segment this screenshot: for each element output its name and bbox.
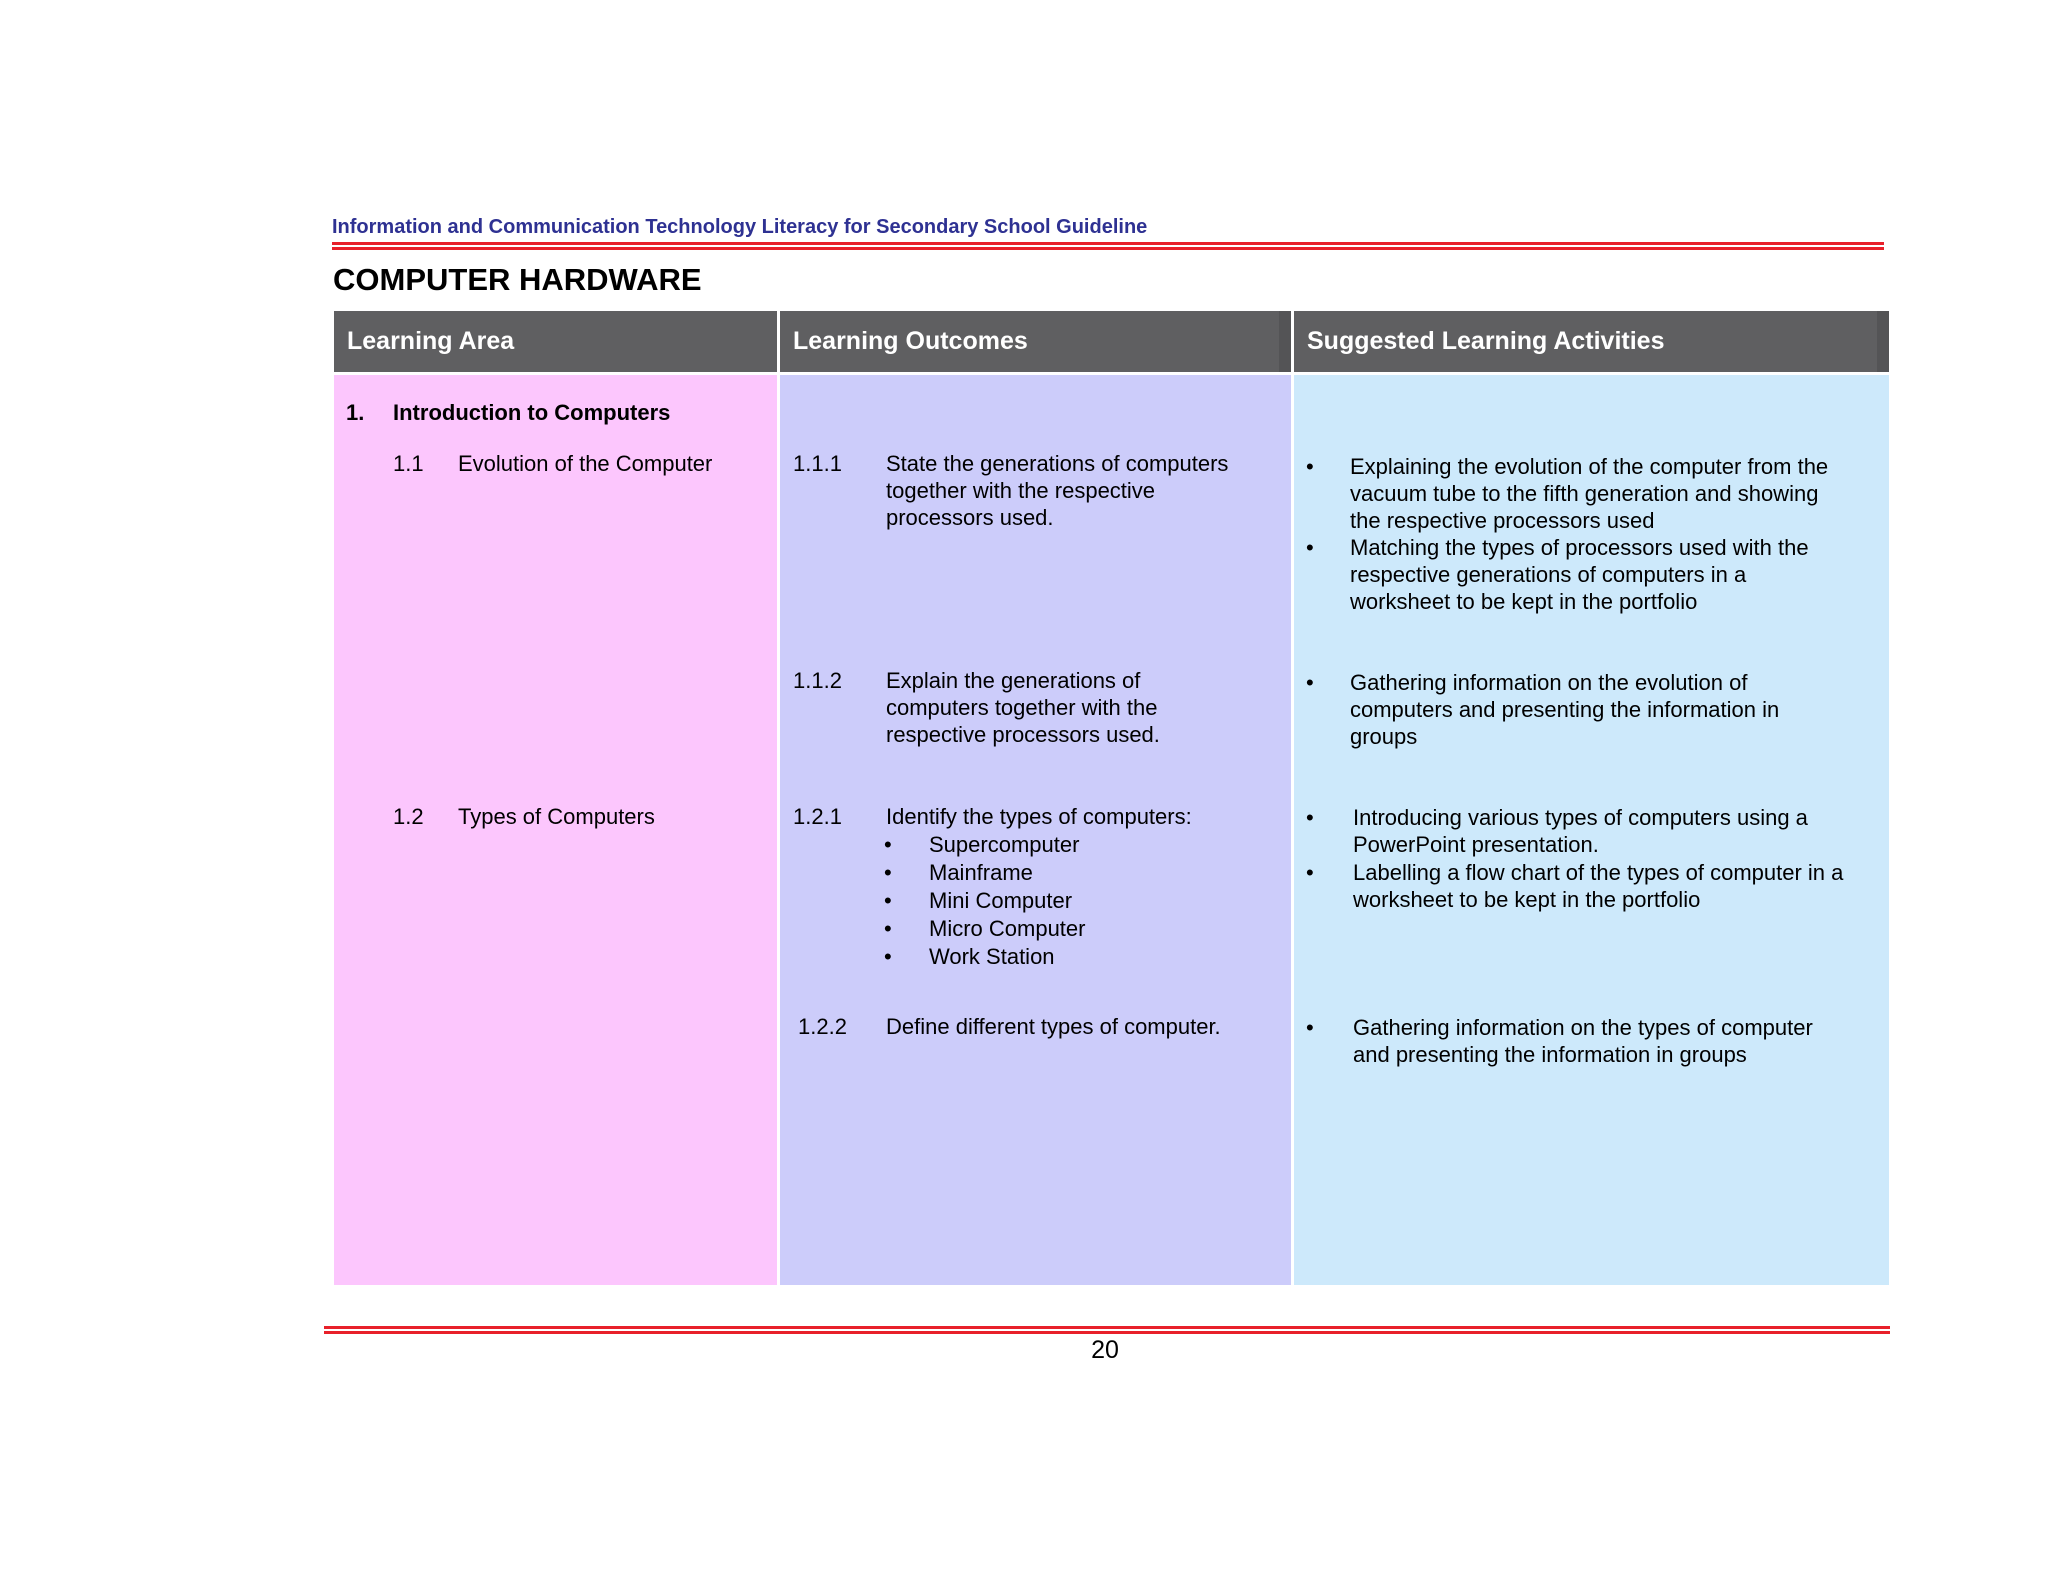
subtopic-label: Evolution of the Computer	[458, 451, 713, 476]
activity-item	[1350, 534, 1809, 615]
footer-rule-top	[324, 1326, 1890, 1329]
activity-item	[1353, 1014, 1813, 1068]
bullet-icon	[1306, 859, 1314, 886]
bullet-icon	[884, 831, 892, 859]
header-rule-bottom	[332, 247, 1884, 250]
header-learning-outcomes: Learning Outcomes	[780, 311, 1291, 372]
activity-line: and presenting the information in groups	[1353, 1042, 1747, 1067]
subtopic-number: 1.1	[393, 451, 424, 476]
header-rule-top	[332, 242, 1884, 245]
outcome-line: Explain the generations of	[886, 668, 1141, 693]
activity-line: the respective processors used	[1350, 508, 1655, 533]
bullet-icon	[884, 887, 892, 915]
subtopic-number: 1.2	[393, 804, 424, 829]
activity-line: Explaining the evolution of the computer from the	[1350, 454, 1829, 479]
activity-line: vacuum tube to the fifth generation and showing	[1350, 481, 1819, 506]
activity-item	[1353, 859, 1843, 913]
outcome-number: 1.1.1	[793, 451, 842, 476]
subtopic-label: Types of Computers	[458, 804, 655, 829]
outcome-number: 1.2.1	[793, 804, 842, 829]
header-learning-area: Learning Area	[334, 311, 777, 372]
outcome-text: Define different types of computer.	[886, 1014, 1221, 1039]
activity-item	[1350, 453, 1828, 534]
section-title: COMPUTER HARDWARE	[333, 262, 702, 297]
outcome-text	[886, 450, 1228, 531]
outcome-text: Identify the types of computers:	[886, 804, 1192, 829]
activity-line: Gathering information on the evolution of	[1350, 670, 1748, 695]
topic-label: Introduction to Computers	[393, 400, 671, 425]
footer-rule-bottom	[324, 1331, 1890, 1334]
header-separator	[1279, 311, 1291, 372]
bullet-icon	[884, 943, 892, 971]
outcome-line: together with the respective	[886, 478, 1156, 503]
activity-item	[1350, 669, 1779, 750]
outcome-number: 1.2.2	[798, 1014, 847, 1039]
page-number: 20	[1091, 1336, 1119, 1364]
activity-item	[1353, 804, 1808, 858]
bullet-icon	[1306, 804, 1314, 831]
bullet-icon	[884, 915, 892, 943]
activity-line: Gathering information on the types of computer	[1353, 1015, 1813, 1040]
bullet-icon	[1306, 453, 1314, 480]
bullet-icon	[1306, 534, 1314, 561]
topic-number: 1.	[346, 400, 365, 425]
learning-area-column	[334, 375, 777, 1285]
activity-line: worksheet to be kept in the portfolio	[1350, 589, 1698, 614]
outcome-line: respective processors used.	[886, 722, 1160, 747]
activity-line: respective generations of computers in a	[1350, 562, 1747, 587]
header-suggested-activities: Suggested Learning Activities	[1294, 311, 1889, 372]
computer-type-item: Mini Computer	[929, 888, 1073, 913]
bullet-icon	[1306, 1014, 1314, 1041]
outcome-number: 1.1.2	[793, 668, 842, 693]
activity-line: worksheet to be kept in the portfolio	[1353, 887, 1701, 912]
outcome-line: State the generations of computers	[886, 451, 1229, 476]
outcome-line: processors used.	[886, 505, 1054, 530]
computer-type-item: Micro Computer	[929, 916, 1086, 941]
bullet-icon	[1306, 669, 1314, 696]
activity-line: groups	[1350, 724, 1418, 749]
activity-line: Introducing various types of computers using a	[1353, 805, 1808, 830]
computer-type-item: Work Station	[929, 944, 1055, 969]
bullet-icon	[884, 859, 892, 887]
header-separator	[1877, 311, 1889, 372]
activity-line: Matching the types of processors used with the	[1350, 535, 1809, 560]
activity-line: Labelling a flow chart of the types of computer in a	[1353, 860, 1844, 885]
outcome-text	[886, 667, 1160, 748]
computer-type-item: Mainframe	[929, 860, 1033, 885]
running-header: Information and Communication Technology Literacy for Secondary School Guideline	[332, 216, 1148, 238]
outcome-line: computers together with the	[886, 695, 1158, 720]
activity-line: PowerPoint presentation.	[1353, 832, 1599, 857]
computer-type-item: Supercomputer	[929, 832, 1080, 857]
activity-line: computers and presenting the information in	[1350, 697, 1780, 722]
